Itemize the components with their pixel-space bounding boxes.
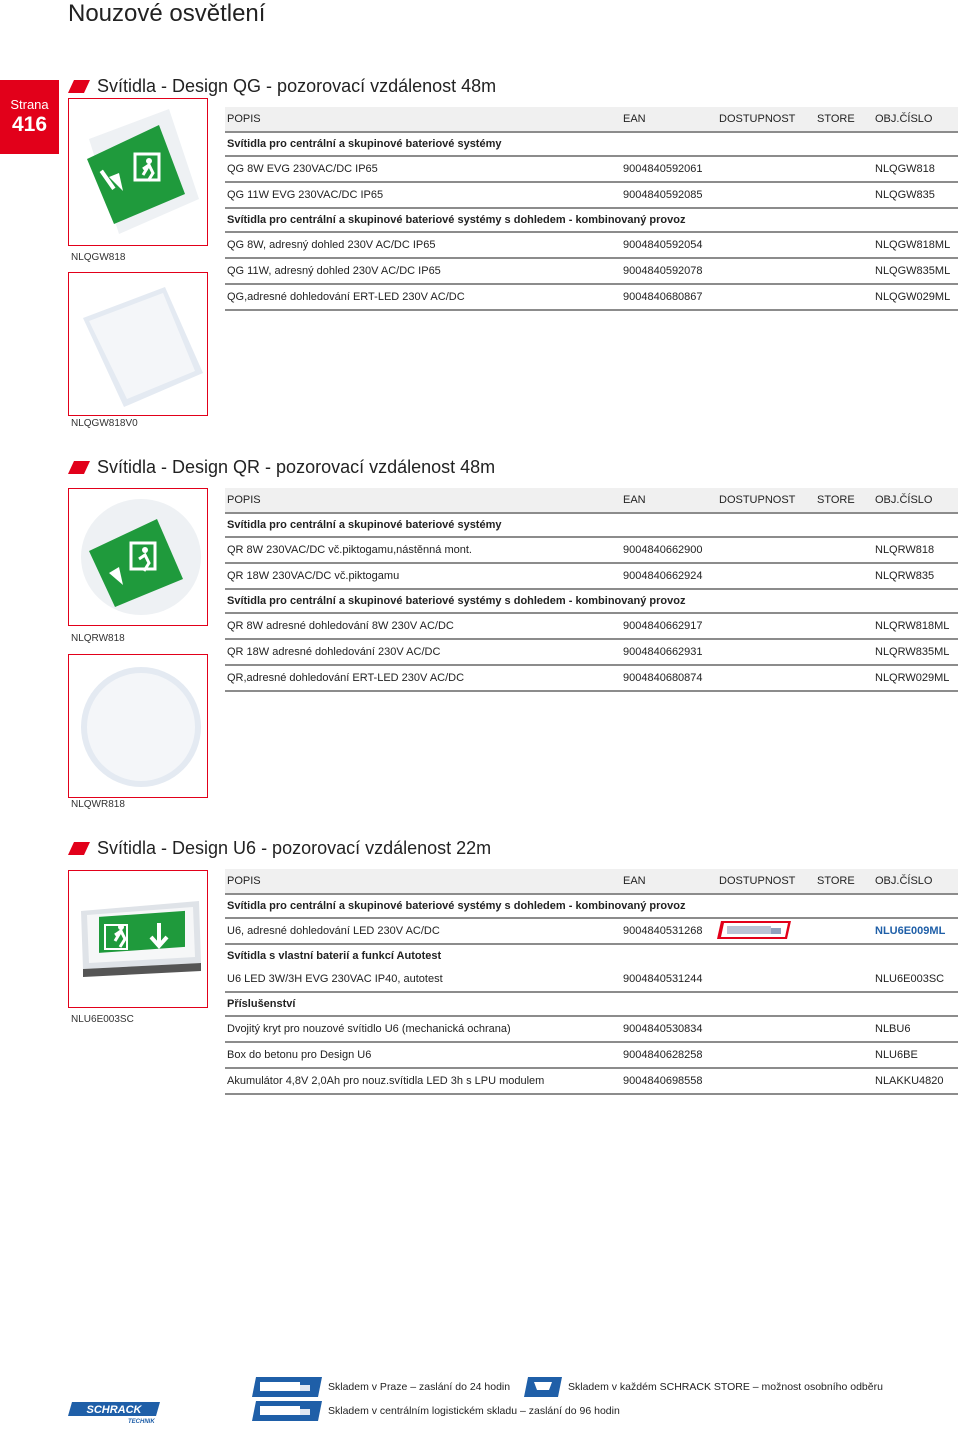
truck-availability-icon (717, 921, 791, 939)
group-heading: Svítidla pro centrální a skupinové bateriové systémy s dohledem - kombinovaný provoz (225, 590, 958, 614)
truck-icon (252, 1377, 322, 1397)
page-title: Nouzové osvětlení (68, 0, 266, 27)
section-marker-icon (68, 80, 90, 93)
section-heading-qg: Svítidla - Design QG - pozorovací vzdálenost 48m (68, 76, 496, 97)
table-row: QR 8W adresné dohledování 8W 230V AC/DC 9004840662917 NLQRW818ML (225, 614, 958, 640)
table-row: QG 8W, adresný dohled 230V AC/DC IP65 9004840592054 NLQGW818ML (225, 233, 958, 259)
image-caption: NLQRW818 (71, 633, 125, 644)
image-caption: NLQGW818 (71, 252, 126, 263)
product-table-qr (225, 488, 958, 692)
table-header: POPIS EAN DOSTUPNOST STORE OBJ.ČÍSLO (225, 107, 958, 133)
group-heading: Svítidla pro centrální a skupinové bateriové systémy (225, 133, 958, 157)
group-heading: Svítidla s vlastní baterií a funkcí Autotest (227, 950, 442, 962)
cart-icon (524, 1377, 562, 1397)
section-marker-icon (68, 461, 90, 474)
page-number-tab (0, 80, 59, 154)
image-caption: NLQWR818 (71, 799, 125, 810)
table-row: QR,adresné dohledování ERT-LED 230V AC/DC 9004840680874 NLQRW029ML (225, 666, 958, 692)
table-row: U6 LED 3W/3H EVG 230VAC IP40, autotest 9004840531244 NLU6E003SC (225, 967, 958, 993)
group-heading: Příslušenství (225, 993, 958, 1017)
table-row: QR 18W 230VAC/DC vč.piktogamu 9004840662924 NLQRW835 (225, 564, 958, 590)
section-heading-qr: Svítidla - Design QR - pozorovací vzdálenost 48m (68, 457, 495, 478)
schrack-logo (68, 1400, 160, 1429)
product-table-u6 (225, 869, 958, 1095)
table-row: QR 8W 230VAC/DC vč.piktogamu,nástěnná mont. 9004840662900 NLQRW818 (225, 538, 958, 564)
page-number: 416 (11, 113, 48, 136)
table-row: QR 18W adresné dohledování 230V AC/DC 9004840662931 NLQRW835ML (225, 640, 958, 666)
product-table-qg (225, 107, 958, 311)
page-tab-label: Strana (10, 97, 49, 112)
table-row: Akumulátor 4,8V 2,0Ah pro nouz.svítidla LED 3h s LPU modulem 9004840698558 NLAKKU4820 (225, 1069, 958, 1095)
table-header: POPIS EAN DOSTUPNOST STORE OBJ.ČÍSLO (225, 869, 958, 895)
product-image-nlqrw818 (68, 488, 208, 626)
table-row: U6, adresné dohledování LED 230V AC/DC 9004840531268 NLU6E009ML (225, 919, 958, 945)
product-image-nlu6e003sc (68, 870, 208, 1008)
table-row: Dvojitý kryt pro nouzové svítidlo U6 (mechanická ochrana) 9004840530834 NLBU6 (225, 1017, 958, 1043)
section-marker-icon (68, 842, 90, 855)
table-row: QG 8W EVG 230VAC/DC IP65 9004840592061 NLQGW818 (225, 157, 958, 183)
table-header: POPIS EAN DOSTUPNOST STORE OBJ.ČÍSLO (225, 488, 958, 514)
product-image-nlqgw818 (68, 98, 208, 246)
section-heading-u6: Svítidla - Design U6 - pozorovací vzdálenost 22m (68, 838, 491, 859)
image-caption: NLQGW818V0 (71, 418, 138, 429)
footer-legend-central: Skladem v centrálním logistickém skladu – zaslání do 96 hodin (252, 1401, 620, 1421)
svg-text:SCHRACK: SCHRACK (86, 1404, 142, 1416)
svg-text:TECHNIK: TECHNIK (128, 1419, 155, 1424)
table-row: QG 11W EVG 230VAC/DC IP65 9004840592085 NLQGW835 (225, 183, 958, 209)
table-row: QG 11W, adresný dohled 230V AC/DC IP65 9004840592078 NLQGW835ML (225, 259, 958, 285)
group-heading: Svítidla pro centrální a skupinové bateriové systémy s dohledem - kombinovaný provoz (225, 895, 958, 919)
group-heading: Svítidla pro centrální a skupinové bateriové systémy (225, 514, 958, 538)
footer-legend-store: Skladem v každém SCHRACK STORE – možnost osobního odběru (524, 1377, 883, 1397)
product-image-nlqwr818 (68, 654, 208, 798)
product-image-nlqgw818v0 (68, 272, 208, 416)
image-caption: NLU6E003SC (71, 1014, 134, 1025)
table-row: QG,adresné dohledování ERT-LED 230V AC/DC 9004840680867 NLQGW029ML (225, 285, 958, 311)
truck-icon (252, 1401, 322, 1421)
group-heading: Svítidla pro centrální a skupinové bateriové systémy s dohledem - kombinovaný provoz (225, 209, 958, 233)
footer-legend-prague: Skladem v Praze – zaslání do 24 hodin (252, 1377, 510, 1397)
table-row: Box do betonu pro Design U6 9004840628258 NLU6BE (225, 1043, 958, 1069)
